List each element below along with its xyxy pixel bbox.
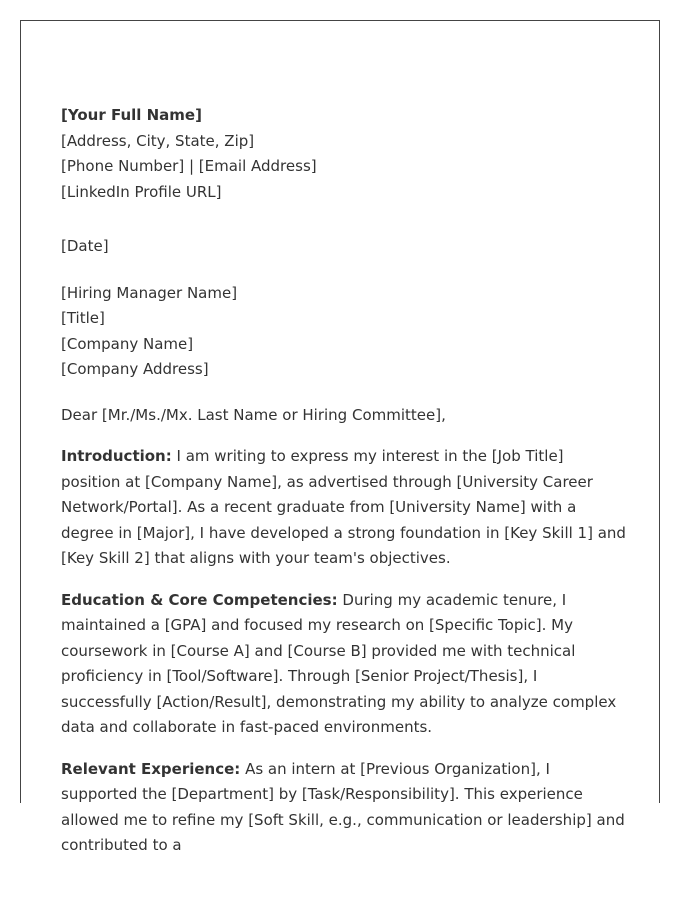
paragraph-label: Introduction: (61, 447, 172, 465)
salutation: Dear [Mr./Ms./Mx. Last Name or Hiring Committee], (61, 405, 446, 424)
paragraph-text: I am writing to express my interest in the [Job Title] position at [Company Name], as advertised through [University Career Network/Portal]. As a recent graduate from [University Name] with a degree in [Major], I have developed a strong foundation in [Key Skill 1] and [Key Skill 2] that aligns with your team's objectives. (61, 447, 626, 567)
paragraph-introduction (61, 444, 626, 572)
paragraph-experience (61, 757, 626, 859)
letter-date: [Date] (61, 237, 109, 255)
paragraph-text: During my academic tenure, I maintained a [GPA] and focused my research on [Specific Topic]. My coursework in [Course A] and [Course B] provided me with technical proficiency in [Tool/Software]. Through [Senior Project/Thesis], I successfully [Action/Result], demonstrating my ability to analyze complex data and collaborate in fast-paced environments. (61, 590, 617, 736)
recipient-address: [Company Address] (61, 360, 209, 378)
paragraph-label: Education & Core Competencies: (61, 590, 338, 609)
paragraph-education (61, 588, 626, 741)
paragraph-label: Relevant Experience: (61, 759, 241, 778)
salutation-block (61, 403, 626, 429)
date-block (61, 234, 626, 260)
recipient-title: [Title] (61, 309, 105, 327)
recipient-manager: [Hiring Manager Name] (61, 283, 238, 302)
paragraph-text: As an intern at [Previous Organization], I supported the [Department] by [Task/Responsibility]. This experience allowed me to refine my [Soft Skill, e.g., communication or leadership] and contributed to a (61, 759, 625, 854)
sender-name: [Your Full Name] (61, 106, 202, 124)
sender-block (61, 103, 626, 205)
cover-letter-body (61, 103, 626, 859)
document-page (20, 20, 660, 854)
recipient-block (61, 281, 626, 383)
sender-address: [Address, City, State, Zip] (61, 131, 255, 150)
sender-linkedin: [LinkedIn Profile URL] (61, 182, 222, 201)
sender-contact: [Phone Number] | [Email Address] (61, 157, 317, 175)
recipient-company: [Company Name] (61, 334, 194, 353)
